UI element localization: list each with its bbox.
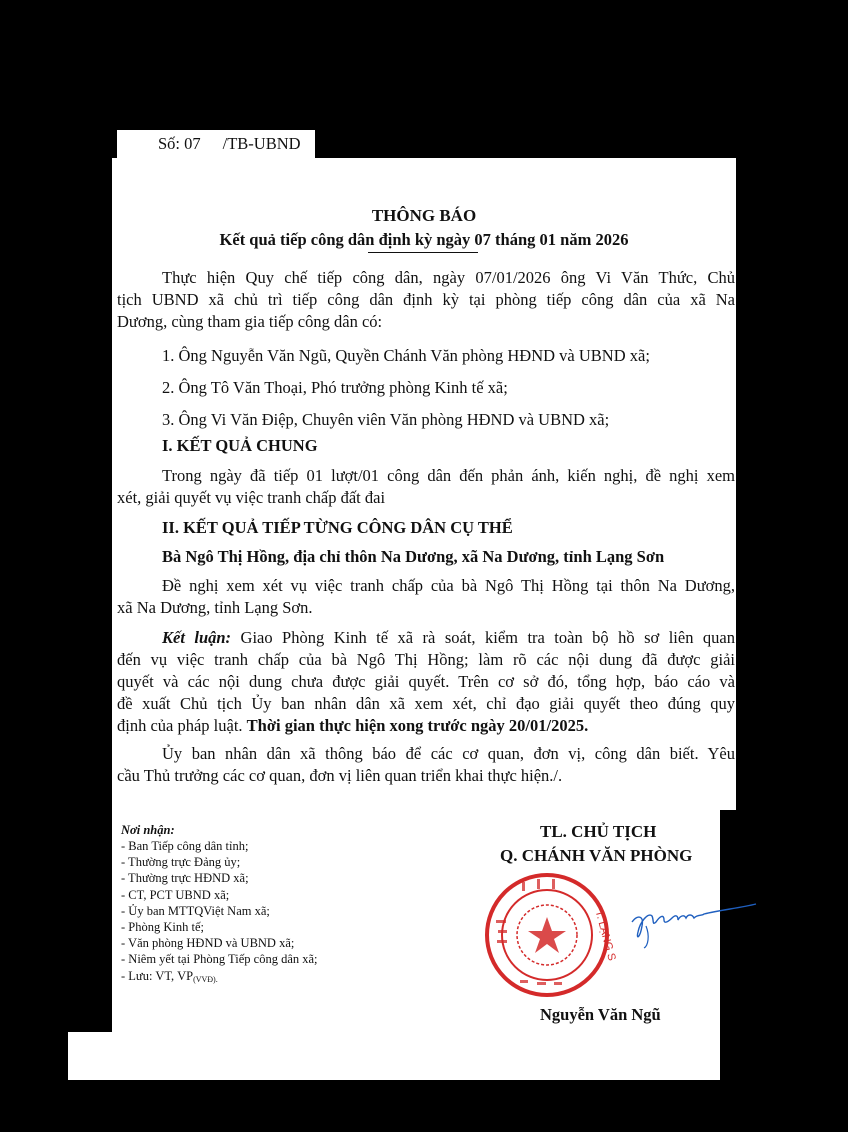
handwritten-signature (630, 892, 760, 952)
recipients-label: Nơi nhận: (121, 823, 175, 837)
citizen-line: Bà Ngô Thị Hồng, địa chỉ thôn Na Dương, xã Na Dương, tỉnh Lạng Sơn (162, 547, 665, 566)
recipient-item: - Niêm yết tại Phòng Tiếp công dân xã; (121, 952, 318, 967)
stamp-text: T. LẠNG S (592, 908, 618, 963)
recipient-item: - Thường trực HĐND xã; (121, 871, 249, 886)
participant-1: 1. Ông Nguyễn Văn Ngũ, Quyền Chánh Văn phòng HĐND và UBND xã; (162, 346, 650, 365)
conclusion-label: Kết luận: (162, 628, 232, 647)
request-paragraph: Đề nghị xem xét vụ việc tranh chấp của bà Ngô Thị Hồng tại thôn Na Dương, xã Na Dương, tỉnh Lạng Sơn. (117, 576, 735, 617)
section-1-text: Trong ngày đã tiếp 01 lượt/01 công dân đến phản ánh, kiến nghị, đề nghị xem xét, giải quyết vụ việc tranh chấp đất đai (117, 466, 735, 507)
recipient-item: - Ủy ban MTTQViệt Nam xã; (121, 903, 270, 918)
intro-paragraph: Thực hiện Quy chế tiếp công dân, ngày 07/01/2026 ông Vi Văn Thức, Chủ tịch UBND xã chủ trì tiếp công dân định kỳ tại phòng tiếp công dân của xã Na Dương, cùng tham gia tiếp công dân có: (117, 268, 735, 331)
recipient-item: - Văn phòng HĐND và UBND xã; (121, 936, 295, 951)
title-underline (368, 252, 478, 253)
section-1-heading: I. KẾT QUẢ CHUNG (162, 436, 318, 455)
recipient-item: - Phòng Kinh tế; (121, 920, 204, 935)
participant-3: 3. Ông Vi Văn Điệp, Chuyên viên Văn phòng HĐND và UBND xã; (162, 410, 610, 429)
signature-title-1: TL. CHỦ TỊCH (540, 822, 657, 841)
participant-2: 2. Ông Tô Văn Thoại, Phó trưởng phòng Kinh tế xã; (162, 378, 508, 397)
paper-footer (112, 1032, 720, 1080)
closing-paragraph: Ủy ban nhân dân xã thông báo để các cơ quan, đơn vị, công dân biết. Yêu cầu Thủ trưởng các cơ quan, đơn vị liên quan triển khai thực hiện./. (117, 744, 735, 785)
recipients-list (121, 838, 318, 988)
doc-number: Số: 07 /TB-UBND (158, 134, 301, 153)
paper-tab (68, 1032, 112, 1080)
official-stamp (482, 870, 618, 1000)
deadline-text: Thời gian thực hiện xong trước ngày 20/01/2025. (246, 716, 589, 735)
signature-title-2: Q. CHÁNH VĂN PHÒNG (500, 846, 693, 865)
recipient-item: - CT, PCT UBND xã; (121, 887, 230, 902)
conclusion-paragraph: Kết luận: Giao Phòng Kinh tế xã rà soát, kiểm tra toàn bộ hồ sơ liên quan đến vụ việc tranh chấp của bà Ngô Thị Hồng; làm rõ các nội dung đã được giải quyết và các nội dung chưa được giải quyết. Trên cơ sở đó, tổng hợp, báo cáo và đề xuất Chủ tịch Ủy ban nhân dân xã xem xét, chỉ đạo giải quyết theo đúng quy định của pháp luật. Thời gian thực hiện xong trước ngày 20/01/2025. (117, 628, 735, 735)
recipient-item: - Ban Tiếp công dân tỉnh; (121, 839, 249, 853)
page-title: THÔNG BÁO (371, 206, 477, 225)
recipient-item: - Lưu: VT, VP(VVĐ). (121, 968, 218, 984)
recipient-item: - Thường trực Đảng ủy; (121, 855, 241, 870)
signer-name: Nguyễn Văn Ngũ (540, 1005, 661, 1024)
page-subtitle: Kết quả tiếp công dân định kỳ ngày 07 tháng 01 năm 2026 (219, 230, 629, 249)
section-2-heading: II. KẾT QUẢ TIẾP TỪNG CÔNG DÂN CỤ THỂ (162, 518, 513, 537)
